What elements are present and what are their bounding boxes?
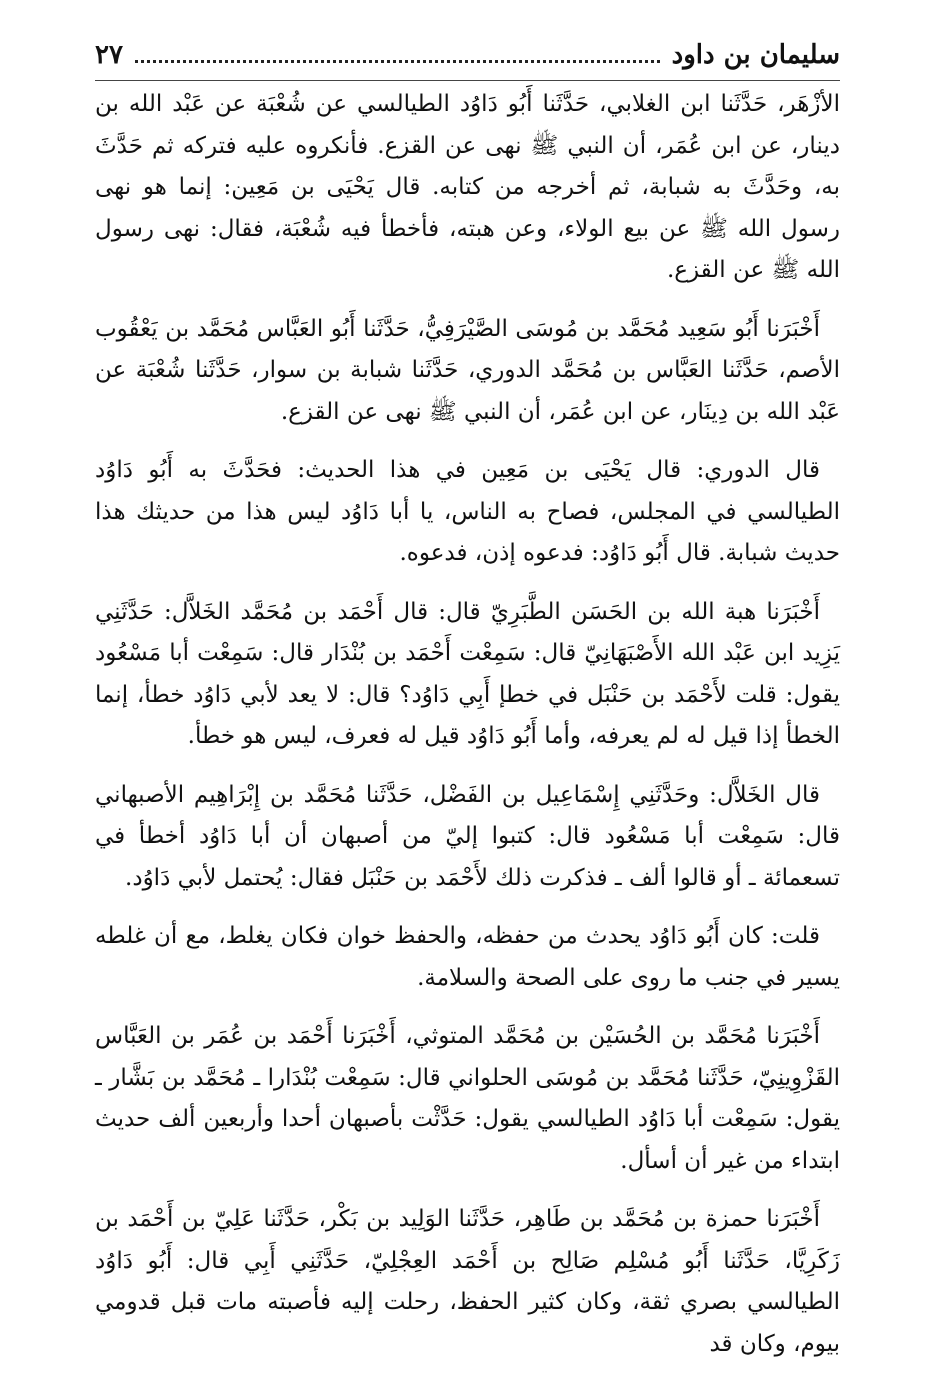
paragraph: أَخْبَرَنا حمزة بن مُحَمَّد بن طَاهِر، حَدَّثَنا الوَلِيد بن بَكْر، حَدَّثَنا عَلِيّ بن أَحْمَد بن زَكَرِيَّا، حَدَّثَنا أَبُو مُسْلِم صَالِح بن أَحْمَد العِجْلِيّ، حَدَّثَنِي أَبِي قال: أَبُو دَاوُد الطيالسي بصري ثقة، وكان كثير الحفظ، رحلت إليه فأصبته مات قبل قدومي بيوم، وكان قد xyxy=(95,1206,840,1357)
page-body xyxy=(95,84,840,1382)
paragraph: قلت: كان أَبُو دَاوُد يحدث من حفظه، والحفظ خوان فكان يغلط، مع أن غلطه يسير في جنب ما روى على الصحة والسلامة. xyxy=(95,923,840,991)
header-dot-leader xyxy=(135,60,660,63)
paragraph: الأزْهَر، حَدَّثَنا ابن الغلابي، حَدَّثَنا أَبُو دَاوُد الطيالسي عن شُعْبَة عن عَبْد الله بن دينار، عن ابن عُمَر، أن النبي ﷺ نهى عن القزع. فأنكروه عليه فتركه ثم حَدَّثَ به، وحَدَّثَ به شبابة، ثم أخرجه من كتابه. قال يَحْيَى بن مَعِين: إنما هو نهى رسول الله ﷺ عن بيع الولاء، وعن هبته، فأخطأ فيه شُعْبَة، فقال: نهى رسول الله ﷺ عن القزع. xyxy=(95,91,840,283)
paragraph: قال الخَلاَّل: وحَدَّثَنِي إِسْمَاعِيل بن الفَضْل، حَدَّثَنا مُحَمَّد بن إِبْرَاهِيم الأصبهاني قال: سَمِعْت أبا مَسْعُود قال: كتبوا إليّ من أصبهان أن أبا دَاوُد أخطأ في تسعمائة ـ أو قالوا ألف ـ فذكرت ذلك لأَحْمَد بن حَنْبَل فقال: يُحتمل لأبي دَاوُد. xyxy=(95,781,840,891)
running-header xyxy=(95,30,840,80)
paragraph: قال الدوري: قال يَحْيَى بن مَعِين في هذا الحديث: فحَدَّثَ به أَبُو دَاوُد الطيالسي في المجلس، فصاح به الناس، يا أبا دَاوُد ليس هذا من حديثك هذا حديث شبابة. قال أَبُو دَاوُد: فدعوه إذن، فدعوه. xyxy=(95,457,840,566)
paragraph: أَخْبَرَنا هبة الله بن الحَسَن الطَّبَرِيّ قال: قال أَحْمَد بن مُحَمَّد الخَلاَّل: حَدَّثَنِي يَزِيد ابن عَبْد الله الأَصْبَهَانِيّ قال: سَمِعْت أَحْمَد بن بُنْدَار قال: سَمِعْت أبا مَسْعُود يقول: قلت لأَحْمَد بن حَنْبَل في خطإ أَبِي دَاوُد؟ قال: لا يعد لأبي دَاوُد خطأ، إنما الخطأ إذا قيل له لم يعرفه، وأما أَبُو دَاوُد قيل له فعرف، ليس هو خطأ. xyxy=(95,598,840,749)
paragraph: أَخْبَرَنا مُحَمَّد بن الحُسَيْن بن مُحَمَّد المتوثي، أَخْبَرَنا أَحْمَد بن عُمَر بن العَبَّاس القَزْوِينِيّ، حَدَّثَنا مُحَمَّد بن مُوسَى الحلواني قال: سَمِعْت بُنْدَارا ـ مُحَمَّد بن بَشَّار ـ يقول: سَمِعْت أبا دَاوُد الطيالسي يقول: حَدَّثْت بأصبهان أحدا وأربعين ألف حديث ابتداء من غير أن أسأل. xyxy=(95,1023,840,1174)
page-number: ٢٧ xyxy=(95,40,123,70)
paragraph: أَخْبَرَنا أَبُو سَعِيد مُحَمَّد بن مُوسَى الصَّيْرَفِيُّ، حَدَّثَنا أَبُو العَبَّاس مُحَمَّد بن يَعْقُوب الأصم، حَدَّثَنا العَبَّاس بن مُحَمَّد الدوري، حَدَّثَنا شبابة بن سوار، حَدَّثَنا شُعْبَة عن عَبْد الله بن دِينَار، عن ابن عُمَر، أن النبي ﷺ نهى عن القزع. xyxy=(95,315,840,425)
header-rule xyxy=(95,80,840,81)
header-title: سليمان بن داود xyxy=(671,40,840,70)
